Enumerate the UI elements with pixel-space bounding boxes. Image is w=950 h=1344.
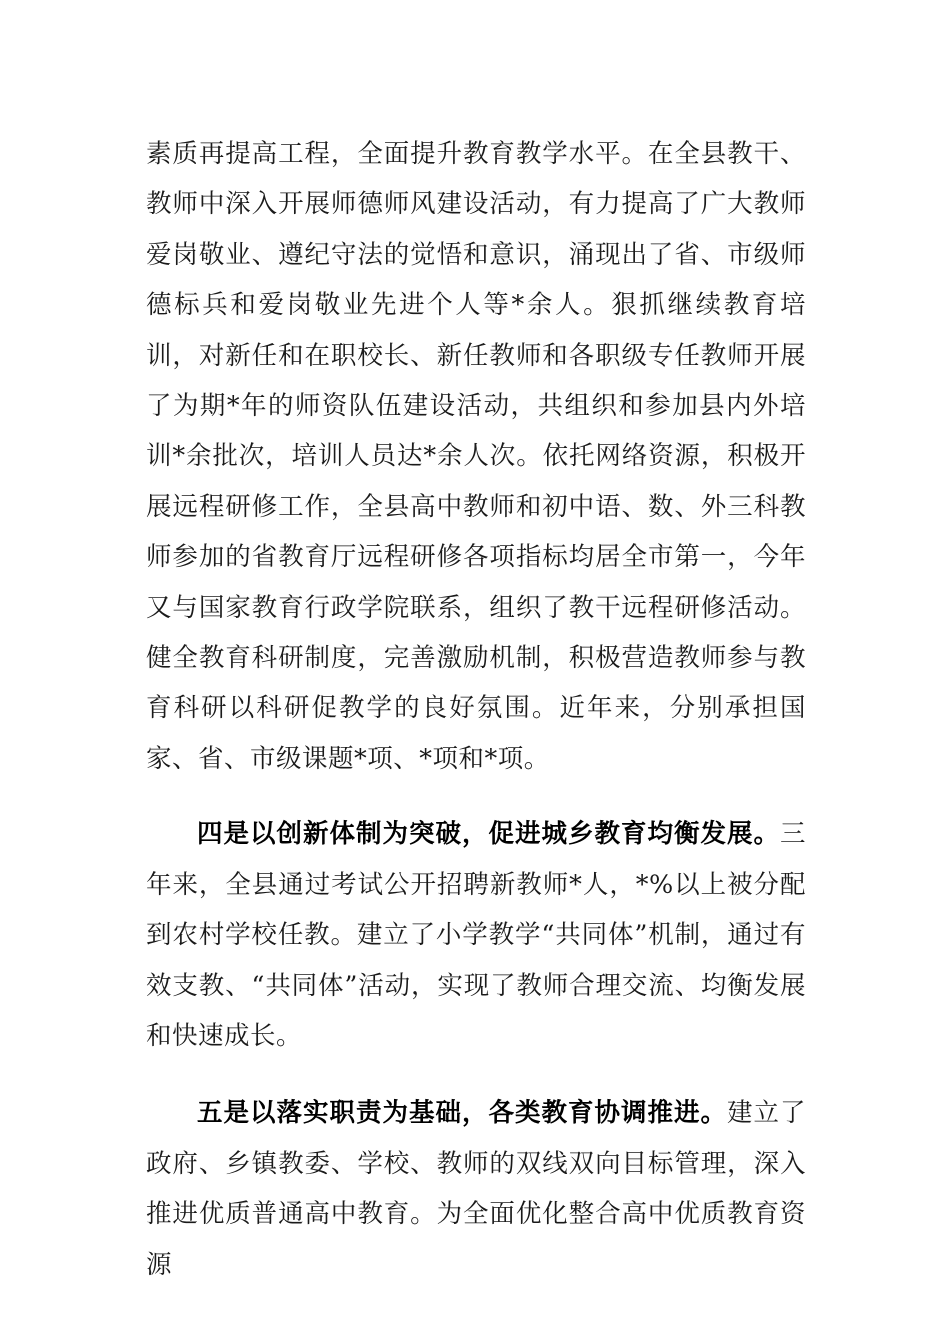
paragraph-heading: 四是以创新体制为突破，促进城乡教育均衡发展。	[197, 819, 780, 850]
paragraph-heading: 五是以落实职责为基础，各类教育协调推进。	[197, 1098, 727, 1129]
paragraph-five	[146, 1088, 806, 1290]
document-body	[146, 129, 806, 1290]
paragraph-text: 建立了政府、乡镇教委、学校、教师的双线双向目标管理，深入推进优质普通高中教育。为全面优化整合高中优质教育资源	[146, 1098, 806, 1280]
paragraph-four	[146, 809, 806, 1061]
paragraph-continuation	[146, 129, 806, 784]
paragraph-text: 三年来，全县通过考试公开招聘新教师*人，*%以上被分配到农村学校任教。建立了小学教学“共同体”机制，通过有效支教、“共同体”活动，实现了教师合理交流、均衡发展和快速成长。	[146, 819, 806, 1051]
paragraph-text: 素质再提高工程，全面提升教育教学水平。在全县教干、教师中深入开展师德师风建设活动，有力提高了广大教师爱岗敬业、遵纪守法的觉悟和意识，涌现出了省、市级师德标兵和爱岗敬业先进个人等*余人。狠抓继续教育培训，对新任和在职校长、新任教师和各职级专任教师开展了为期*年的师资队伍建设活动，共组织和参加县内外培训*余批次，培训人员达*余人次。依托网络资源，积极开展远程研修工作，全县高中教师和初中语、数、外三科教师参加的省教育厅远程研修各项指标均居全市第一，今年又与国家教育行政学院联系，组织了教干远程研修活动。健全教育科研制度，完善激励机制，积极营造教师参与教育科研以科研促教学的良好氛围。近年来，分别承担国家、省、市级课题*项、*项和*项。	[146, 139, 806, 774]
